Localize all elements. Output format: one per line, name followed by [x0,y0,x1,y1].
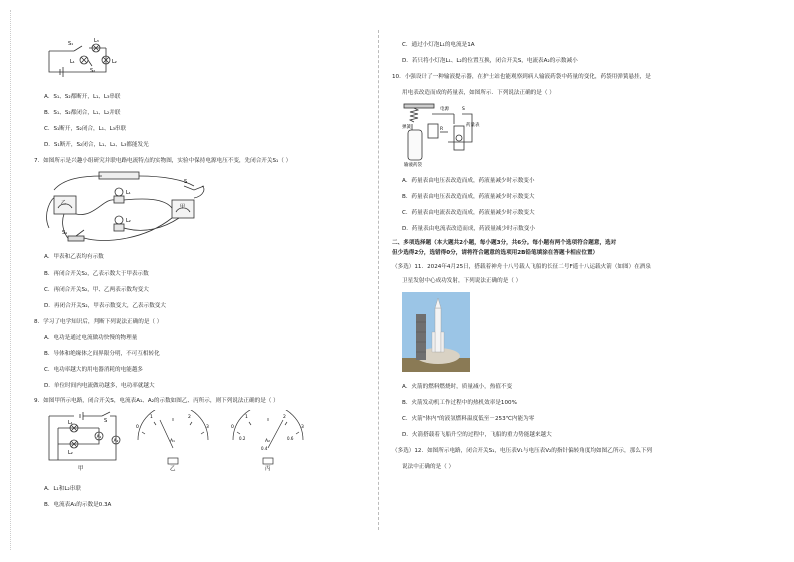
q9-option-a: A．L₁和L₂串联 [44,486,81,492]
q10-label-dianyuan: 电源 [440,107,449,112]
q6-option-d: D．S₁断开，S₂闭合，L₁、L₂、L₃都能发光 [44,142,149,148]
q7-option-d: D．再闭合开关S₂，甲表示数变大，乙表示数变大 [44,303,166,309]
q7-label-ammeter-yi: 乙 [61,200,67,206]
q7-option-a: A．甲表和乙表均有示数 [44,254,104,260]
q9-option-d: D．若只将小灯泡L₁、L₂的位置互换，闭合开关S，电流表A₂的示数减小 [402,58,578,64]
q11-stem-line1: （多选）11．2024年4月25日，搭载着神舟十八号载人飞船的长征二号F遥十八运载火箭（如图）在酒泉 [392,264,651,270]
q9-bing-tick-04: 0.4 [261,446,268,451]
q11-option-c: C．火箭"体内"的液氢燃料温度低至－253℃内能为零 [402,416,535,422]
left-column [30,0,370,562]
right-column [390,0,760,562]
q8-option-c: C．电功率越大的用电器消耗的电能越多 [44,367,144,373]
q10-label-yaoliang: 药量表 [466,123,480,128]
q10-option-c: C．药量表由电流表改造而成，药液量减少时示数变大 [402,210,535,216]
section2-heading-line2: 但少选得2分，选错得0分，请将符合题意的选项用2B铅笔填涂在答题卡相应位置） [392,250,599,256]
q9-bing-tick-06: 0.6 [287,436,294,441]
q10-label-tanhuang: 弹簧 [402,125,411,130]
q11-option-b: B．火箭发动机工作过程中的热机效率是100% [402,400,517,406]
q9-label-s: S [104,418,108,424]
q9-bing-tick-1: 1 [245,415,248,420]
q6-option-a: A．S₁、S₂都断开，L₁、L₃串联 [44,94,121,100]
q7-label-ammeter-jia: 甲 [180,204,186,210]
q7-label-s: S [184,179,188,185]
q10-infusion-diagram [402,102,482,170]
q9-circuit-diagram-jia [44,410,124,480]
column-divider [378,30,379,530]
q9-label-l2: L₂ [68,450,73,456]
q6-circuit-diagram [44,36,134,86]
q9-ammeter-bing [225,410,310,472]
q7-stem: 7．如图所示是兴趣小组研究并联电路电流特点的实物图，实验中保持电源电压不变，先闭合开关S₁（ ） [34,158,292,164]
q9-yi-tick-2: 2 [188,415,191,420]
q8-option-b: B．导体和绝缘体之间界限分明，不可互相转化 [44,351,160,357]
q9-label-a2: A₂ [113,439,119,444]
q11-rocket-photo [402,292,470,372]
q9-option-b: B．电流表A₁的示数是0.3A [44,502,112,508]
q10-label-yaodai: 输液药袋 [404,163,422,168]
q12-stem-line1: （多选）12．如图所示电路，闭合开关S₁，电压表V₁与电压表V₂的指针偏转角度均如图乙所示，那么下列 [392,448,652,454]
q8-option-a: A．电功是通过电流做功快慢的物理量 [44,335,138,341]
q11-stem-line2: 卫星发射中心成功发射，下列说法正确的是（ ） [402,278,522,284]
q9-bing-gauge-label: A₂ [265,439,270,444]
binding-line [10,10,11,550]
q9-bing-tick-2: 2 [283,415,286,420]
q9-ammeter-yi [130,410,215,472]
q9-bing-tick-02: 0.2 [239,436,246,441]
q11-option-d: D．火箭搭载着飞船升空的过程中，飞船的重力势能越来越大 [402,432,552,438]
q7-label-l1: L₁ [126,190,131,196]
q12-stem-line2: 说法中正确的是（ ） [402,464,455,470]
q9-yi-tick-1: 1 [150,415,153,420]
q9-yi-tick-3: 3 [206,425,209,430]
q9-yi-gauge-label: A₁ [170,439,175,444]
q6-option-b: B．S₁、S₂都闭合，L₁、L₂并联 [44,110,121,116]
q9-yi-tick-0: 0 [136,425,139,430]
q6-label-l2: L₂ [112,59,117,65]
section2-heading-line1: 二、多项选择题（本大题共2小题，每小题3分，共6分。每小题有两个选项符合题意，选对 [392,240,617,246]
q7-label-s1: S₁ [62,230,68,236]
q6-label-s2: S₂ [90,68,96,74]
q7-option-b: B．再闭合开关S₂，乙表示数大于甲表示数 [44,271,149,277]
q6-label-l1: L₁ [70,59,75,65]
q9-stem: 9．如图甲所示电路，闭合开关S，电流表A₁、A₂的示数如图乙、丙所示，则下列说法正确的是（ ） [34,398,279,404]
q11-option-a: A．火箭的燃料燃烧时，质量减小，热值不变 [402,384,513,390]
q10-stem-line2: 用电表改造而成的药量表，如图所示．下列说法正确的是（ ） [402,90,555,96]
q10-stem-line1: 10．小强设计了一种输液提示器，在护士站也能观察到病人输液药袋中药量的变化，药袋用弹簧悬挂，是 [392,74,651,80]
q10-label-s: S [462,107,465,112]
q10-option-d: D．药量表由电流表改造而成，药液量减少时示数变小 [402,226,535,232]
q7-option-c: C．再闭合开关S₂，甲、乙两表示数均变大 [44,287,149,293]
q7-label-l2: L₂ [126,218,131,224]
q9-caption-bing: 丙 [265,466,271,472]
q9-bing-tick-0: 0 [231,425,234,430]
q6-label-s1: S₁ [68,41,74,47]
q9-bing-tick-3: 3 [301,425,304,430]
q6-label-l3: L₃ [94,38,99,44]
q10-option-b: B．药量表由电压表改造而成，药液量减少时示数变大 [402,194,535,200]
q9-label-a1: A₁ [96,435,102,440]
q9-caption-yi: 乙 [170,466,176,472]
q10-option-a: A．药量表由电压表改造而成，药液量减少时示数变小 [402,178,535,184]
q7-apparatus-figure [44,168,209,250]
q8-option-d: D．单位时间内电流做功越多，电功率就越大 [44,383,155,389]
q9-caption-jia: 甲 [78,466,84,472]
q10-label-r: R [440,127,444,132]
q8-stem: 8．学习了电学知识后，判断下列说法正确的是（ ） [34,319,163,325]
q9-label-l1: L₁ [68,420,73,426]
q6-option-c: C．S₁断开，S₂闭合，L₁、L₃串联 [44,126,127,132]
q9-option-c: C．通过小灯泡L₁的电流是1A [402,42,475,48]
